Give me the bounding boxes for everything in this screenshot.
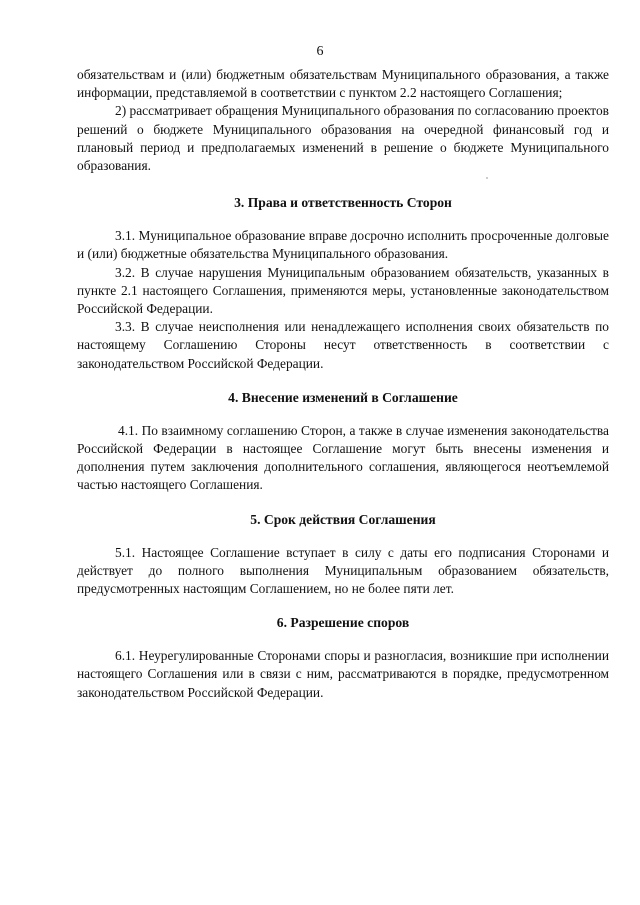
section-6-paragraph-1: 6.1. Неурегулированные Сторонами споры и разногласия, возникшие при исполнении настоящего Соглашения или в связи с ним, рассматриваются в порядке, предусмотренном законодательством Российской Федерации. [77,648,609,700]
section-4-title: 4. Внесение изменений в Соглашение [228,389,458,405]
section-6-title: 6. Разрешение споров [276,615,410,631]
section-4-paragraph-1: 4.1. По взаимному соглашению Сторон, а также в случае изменения законодательства Российской Федерации в настоящее Соглашение могут быть внесены изменения и дополнения путем заключения дополнительного соглашения, являющегося неотъемлемой частью настоящего Соглашения. [77,422,609,493]
section-3-paragraph-1: 3.1. Муниципальное образование вправе досрочно исполнить просроченные долговые и (или) бюджетные обязательства Муниципального образования. [77,228,609,262]
section-3-title: 3. Права и ответственность Сторон [234,195,452,211]
section-5-paragraph-1: 5.1. Настоящее Соглашение вступает в силу с даты его подписания Сторонами и действует до полного выполнения Муниципальным образованием обязательств, предусмотренных настоящим Соглашением, но не более пяти лет. [77,544,609,597]
intro-paragraph-continuation: обязательствам и (или) бюджетным обязательствам Муниципального образования, а также информации, представляемой в соответствии с пунктом 2.2 настоящего Соглашения; [77,67,609,101]
section-3-paragraph-3: 3.3. В случае неисполнения или ненадлежащего исполнения своих обязательств по настоящему Соглашению Стороны несут ответственность в соответствии с законодательством Российской Федерации. [77,319,609,371]
page-number: 6 [316,44,324,59]
section-5-title: 5. Срок действия Соглашения [250,511,436,527]
section-3-paragraph-2: 3.2. В случае нарушения Муниципальным образованием обязательств, указанных в пункте 2.1 настоящего Соглашения, применяются меры, установленные законодательством Российской Федерации. [77,264,609,317]
document-body [77,66,609,702]
intro-paragraph-2: 2) рассматривает обращения Муниципального образования по согласованию проектов решений о бюджете Муниципального образования на очередной финансовый год и плановый период и предполагаемых изменений в решение о бюджете Муниципального образования. [77,103,609,174]
